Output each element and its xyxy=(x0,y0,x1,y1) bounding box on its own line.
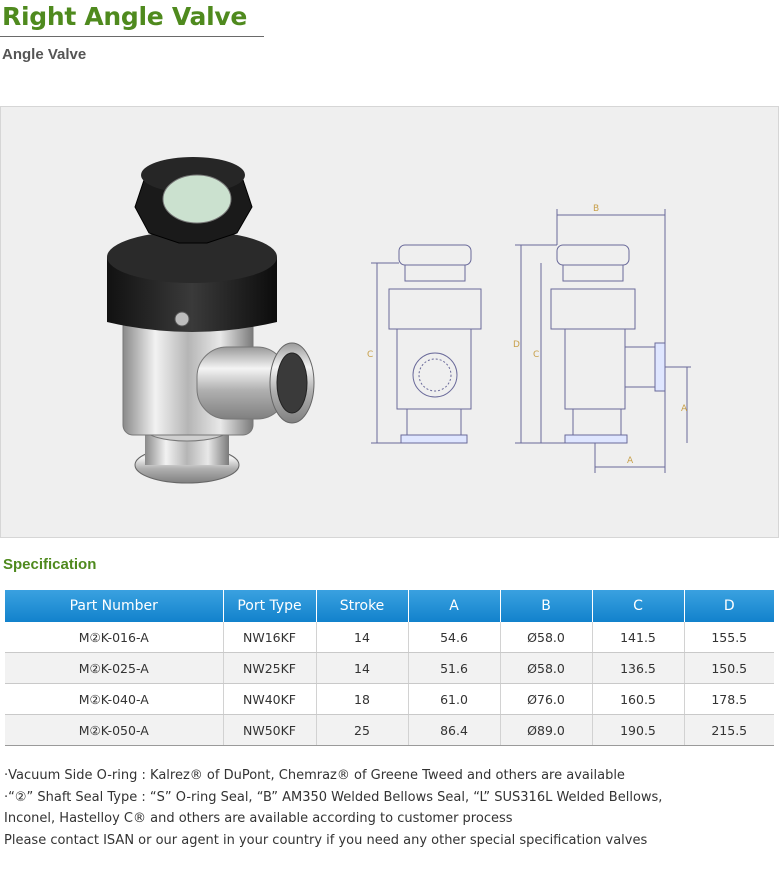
cell-b: Ø76.0 xyxy=(500,684,592,715)
cell-stroke: 14 xyxy=(316,653,408,684)
notes-section xyxy=(4,765,774,851)
valve-photo xyxy=(87,147,327,507)
title-underline xyxy=(0,36,264,37)
cell-part-number: M②K-050-A xyxy=(5,715,223,746)
cell-stroke: 18 xyxy=(316,684,408,715)
note-line: Please contact ISAN or our agent in your country if you need any other special specification valves xyxy=(4,832,648,848)
cell-a: 51.6 xyxy=(408,653,500,684)
cell-c: 136.5 xyxy=(592,653,684,684)
cell-port-type: NW25KF xyxy=(223,653,316,684)
specification-table xyxy=(5,590,774,746)
cell-port-type: NW16KF xyxy=(223,622,316,653)
dim-label-d: D xyxy=(513,340,520,350)
cell-d: 155.5 xyxy=(684,622,774,653)
page-title: Right Angle Valve xyxy=(2,2,248,31)
column-header-b: B xyxy=(500,590,592,622)
cell-port-type: NW40KF xyxy=(223,684,316,715)
table-row xyxy=(5,715,774,746)
cell-stroke: 14 xyxy=(316,622,408,653)
note-line: Inconel, Hastelloy C® and others are available according to customer process xyxy=(4,811,513,826)
table-row xyxy=(5,653,774,684)
dimension-drawings xyxy=(351,197,688,477)
cell-part-number: M②K-016-A xyxy=(5,622,223,653)
dim-label-a-horizontal: A xyxy=(627,456,634,466)
cell-stroke: 25 xyxy=(316,715,408,746)
table-row xyxy=(5,622,774,653)
cell-a: 61.0 xyxy=(408,684,500,715)
product-figure-panel xyxy=(0,106,779,538)
table-row xyxy=(5,684,774,715)
cell-d: 215.5 xyxy=(684,715,774,746)
column-header-c: C xyxy=(592,590,684,622)
cell-d: 178.5 xyxy=(684,684,774,715)
dim-label-c-front: C xyxy=(367,350,374,360)
specification-heading: Specification xyxy=(3,556,97,573)
cell-a: 86.4 xyxy=(408,715,500,746)
column-header-d: D xyxy=(684,590,774,622)
dim-label-a-vertical: A xyxy=(681,404,688,414)
column-header-stroke: Stroke xyxy=(316,590,408,622)
cell-a: 54.6 xyxy=(408,622,500,653)
cell-b: Ø58.0 xyxy=(500,653,592,684)
table-header-row xyxy=(5,590,774,622)
note-line: ·Vacuum Side O-ring : Kalrez® of DuPont, Chemraz® of Greene Tweed and others are available xyxy=(4,768,625,783)
cell-part-number: M②K-040-A xyxy=(5,684,223,715)
dim-label-c-side: C xyxy=(533,350,540,360)
column-header-a: A xyxy=(408,590,500,622)
dim-label-b: B xyxy=(593,204,600,214)
column-header-port-type: Port Type xyxy=(223,590,316,622)
cell-part-number: M②K-025-A xyxy=(5,653,223,684)
cell-b: Ø58.0 xyxy=(500,622,592,653)
cell-c: 190.5 xyxy=(592,715,684,746)
cell-b: Ø89.0 xyxy=(500,715,592,746)
cell-d: 150.5 xyxy=(684,653,774,684)
cell-c: 160.5 xyxy=(592,684,684,715)
note-line: ·“②” Shaft Seal Type : “S” O-ring Seal, “B” AM350 Welded Bellows Seal, “L” SUS316L Welded Bellows, xyxy=(4,789,663,805)
page-subtitle: Angle Valve xyxy=(2,46,87,63)
column-header-part-number: Part Number xyxy=(5,590,223,622)
cell-port-type: NW50KF xyxy=(223,715,316,746)
cell-c: 141.5 xyxy=(592,622,684,653)
